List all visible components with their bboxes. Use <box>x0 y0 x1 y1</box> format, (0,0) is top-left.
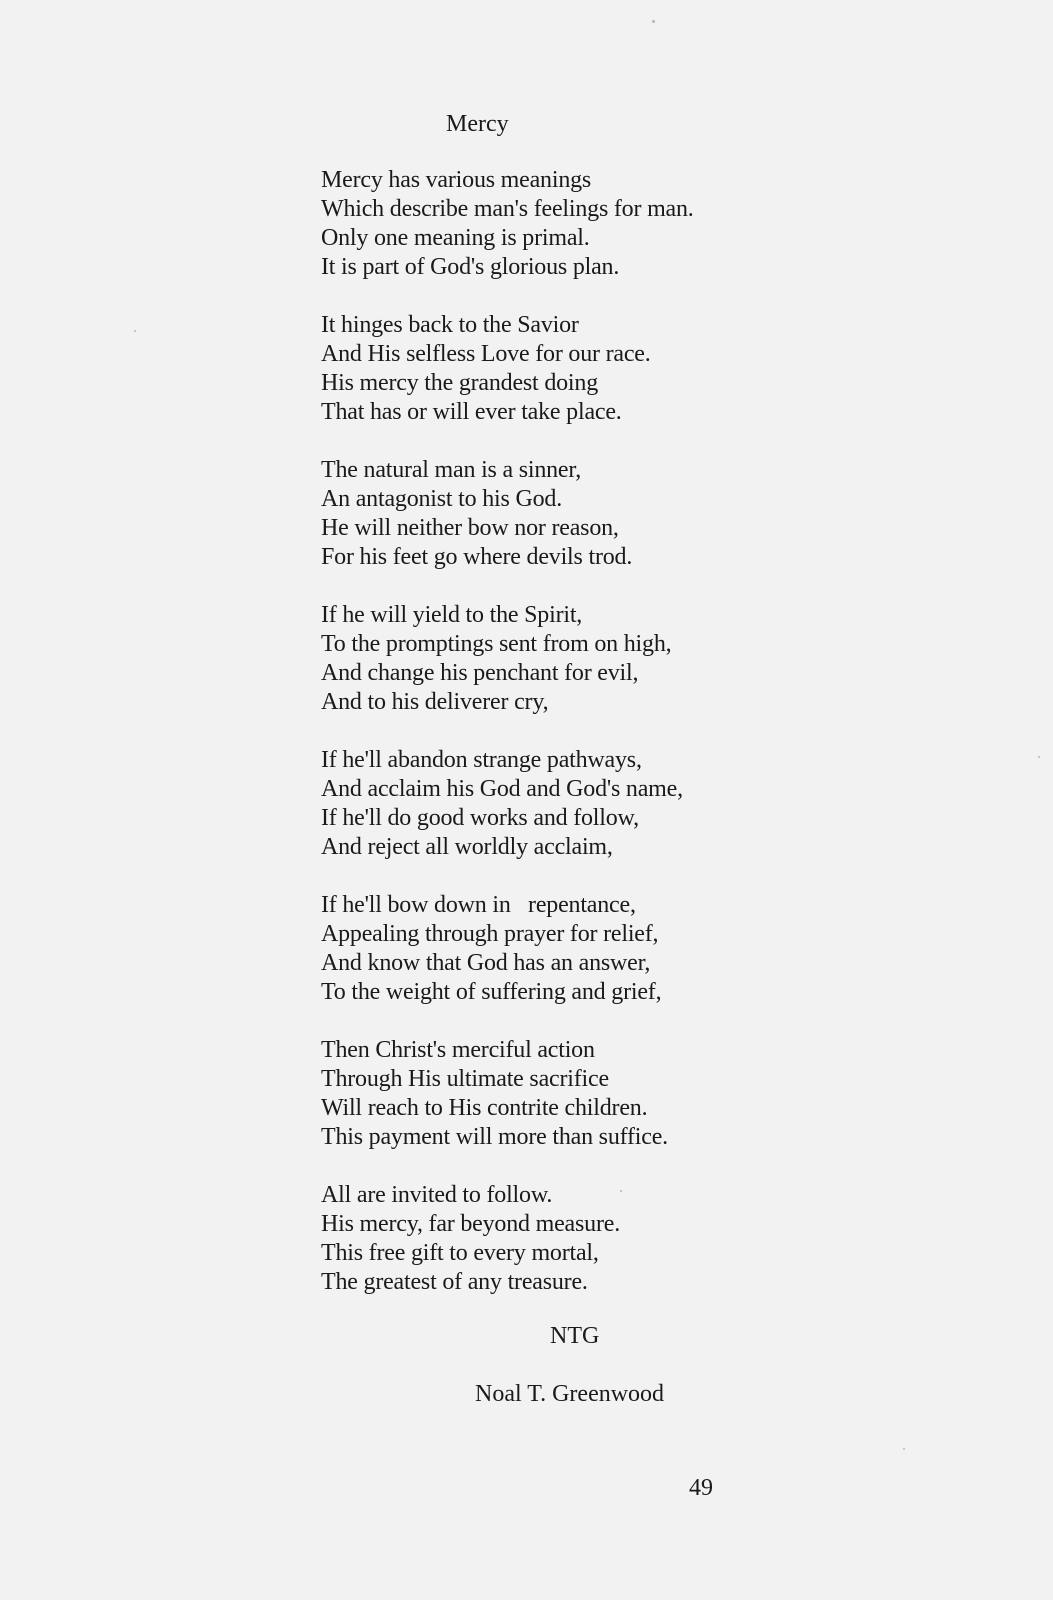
poem-line: And change his penchant for evil, <box>321 660 639 686</box>
stanza <box>321 1036 881 1152</box>
poem-body <box>321 166 881 1326</box>
poem-line: To the weight of suffering and grief, <box>321 979 662 1005</box>
poem-line: An antagonist to his God. <box>321 486 562 512</box>
poem-line: And know that God has an answer, <box>321 950 651 976</box>
poem-line: And His selfless Love for our race. <box>321 341 651 367</box>
poem-line: Which describe man's feelings for man. <box>321 196 694 222</box>
poem-line: And to his deliverer cry, <box>321 689 549 715</box>
stanza <box>321 601 881 717</box>
poem-line: If he'll bow down in repentance, <box>321 892 636 918</box>
poem-line: Appealing through prayer for relief, <box>321 921 659 947</box>
scan-speck <box>134 330 136 332</box>
poem-line: Will reach to His contrite children. <box>321 1095 648 1121</box>
poem-line: That has or will ever take place. <box>321 399 622 425</box>
poem-line: The greatest of any treasure. <box>321 1269 588 1295</box>
author-name: Noal T. Greenwood <box>475 1381 665 1407</box>
poem-line: His mercy, far beyond measure. <box>321 1211 620 1237</box>
scan-speck <box>652 20 655 23</box>
poem-line: It hinges back to the Savior <box>321 312 579 338</box>
poem-line: This free gift to every mortal, <box>321 1240 599 1266</box>
poem-line: His mercy the grandest doing <box>321 370 598 396</box>
scan-speck <box>620 1190 622 1192</box>
poem-line: This payment will more than suffice. <box>321 1124 668 1150</box>
scan-speck <box>903 1448 905 1450</box>
stanza <box>321 166 881 282</box>
poem-line: The natural man is a sinner, <box>321 457 582 483</box>
page-number: 49 <box>689 1475 713 1501</box>
poem-line: If he'll do good works and follow, <box>321 805 639 831</box>
poem-line: Only one meaning is primal. <box>321 225 590 251</box>
poem-title: Mercy <box>446 111 509 137</box>
poem-line: Through His ultimate sacrifice <box>321 1066 609 1092</box>
poem-line: Mercy has various meanings <box>321 167 592 193</box>
stanza <box>321 1181 881 1297</box>
poem-line: And acclaim his God and God's name, <box>321 776 683 802</box>
poem-line: If he'll abandon strange pathways, <box>321 747 642 773</box>
poem-line: To the promptings sent from on high, <box>321 631 672 657</box>
poem-line: And reject all worldly acclaim, <box>321 834 613 860</box>
poem-line: If he will yield to the Spirit, <box>321 602 583 628</box>
poem-line: He will neither bow nor reason, <box>321 515 619 541</box>
stanza <box>321 311 881 427</box>
stanza <box>321 891 881 1007</box>
poem-line: Then Christ's merciful action <box>321 1037 595 1063</box>
poem-line: For his feet go where devils trod. <box>321 544 633 570</box>
poem-line: All are invited to follow. <box>321 1182 553 1208</box>
scan-speck <box>1038 756 1040 758</box>
poem-line: It is part of God's glorious plan. <box>321 254 620 280</box>
author-initials: NTG <box>550 1323 600 1349</box>
stanza <box>321 746 881 862</box>
stanza <box>321 456 881 572</box>
